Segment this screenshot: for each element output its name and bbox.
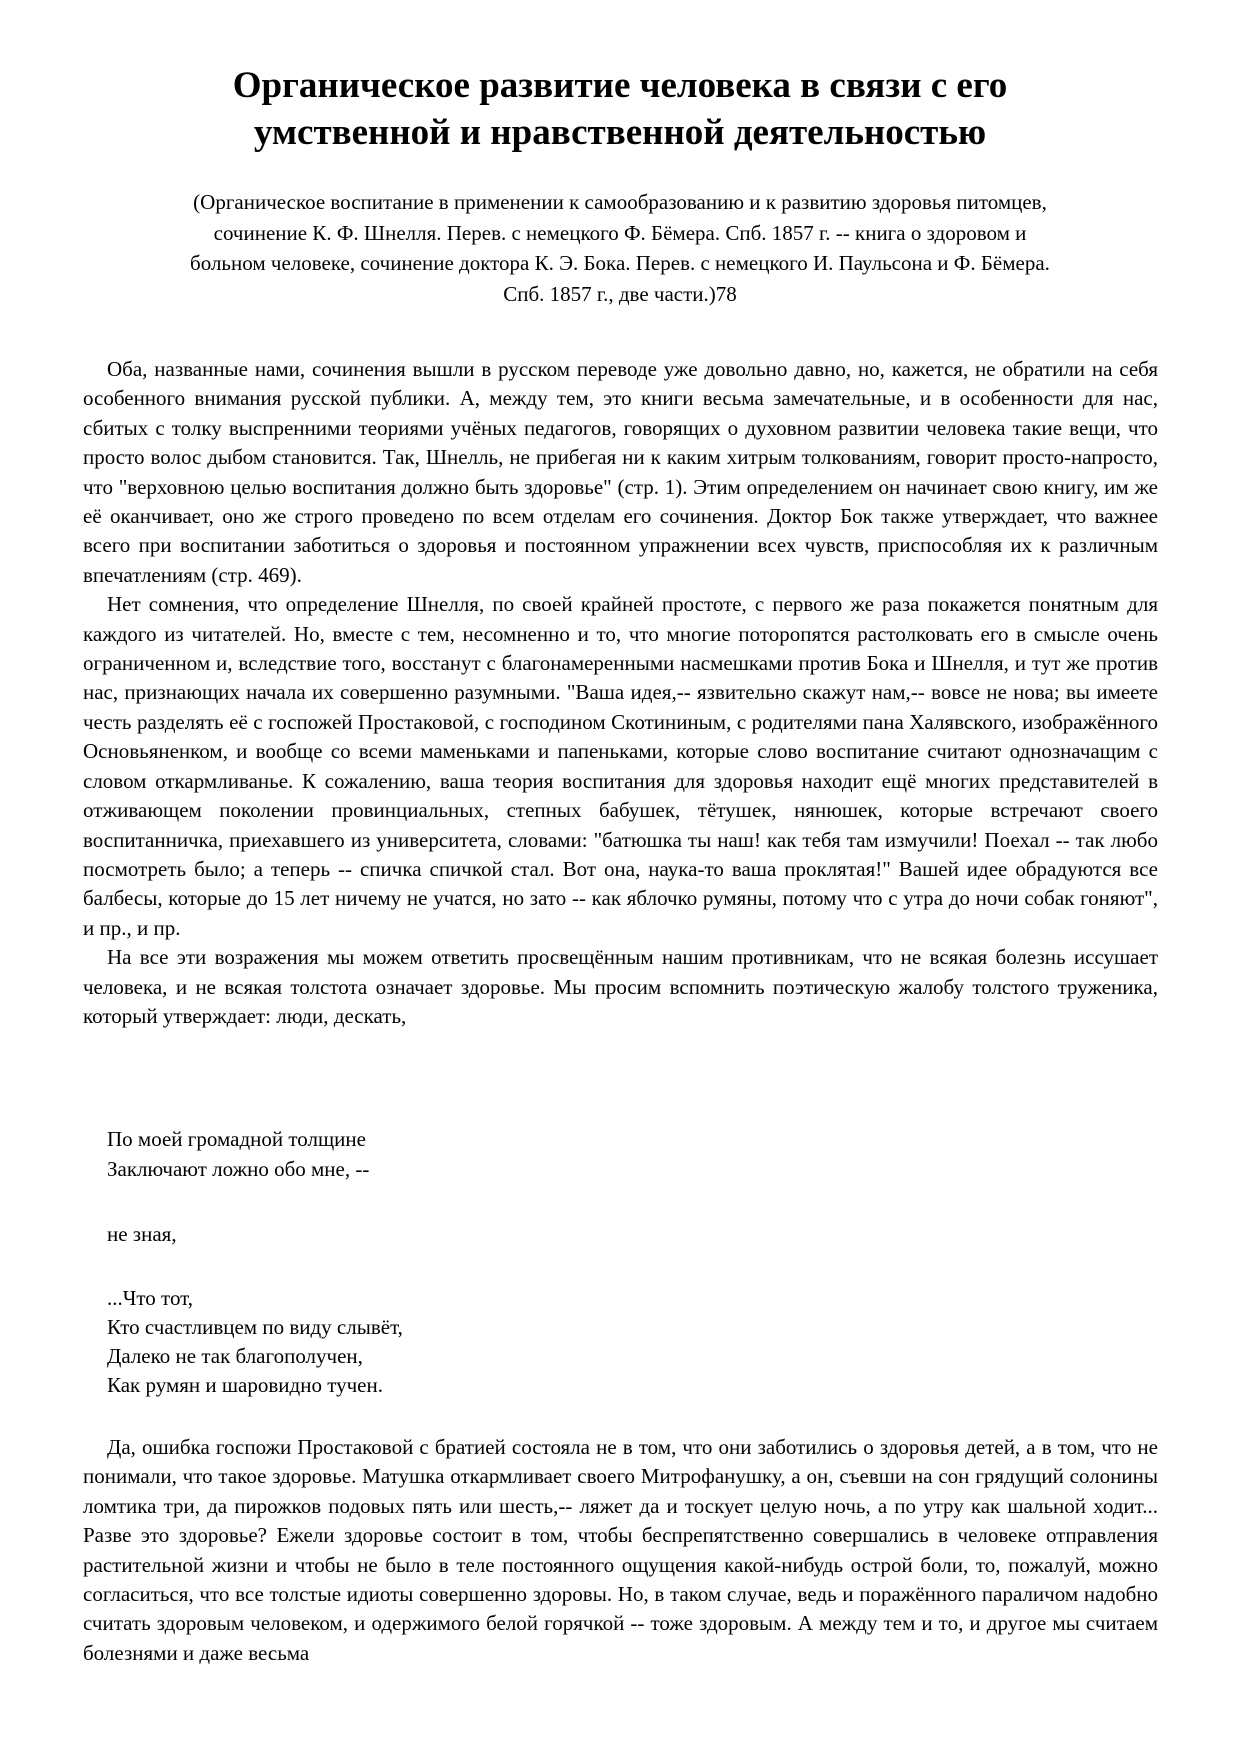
subtitle-line-2: сочинение К. Ф. Шнелля. Перев. с немецкого Ф. Бёмера. Спб. 1857 г. -- книга о здоровом и <box>213 220 1027 245</box>
subtitle-line-1: (Органическое воспитание в применении к самообразованию и к развитию здоровья питомцев, <box>193 190 1047 214</box>
body-section-1 <box>83 355 1158 1031</box>
paragraph-4: Да, ошибка госпожи Простаковой с братией состояла не в том, что они заботились о здоровья детей, а в том, что не понимали, что такое здоровье. Матушка откармливает своего Митрофанушку, а он, съевши на сон грядущий солонины ломтика три, да пирожков подовых пять или шесть,-- ляжет да и тоскует целую ночь, а по утру как шальной ходит... Разве это здоровье? Ежели здоровье состоит в том, чтобы беспрепятственно совершались в человеке отправления растительной жизни и чтобы не было в теле постоянного ощущения какой-нибудь острой боли, то, пожалуй, можно согласиться, что все толстые идиоты совершенно здоровы. Но, в таком случае, ведь и поражённого параличом надобно считать здоровым человеком, и одержимого белой горячкой -- тоже здоровым. А между тем и то, и другое мы считаем болезнями и даже весьма <box>83 1435 1158 1665</box>
body-section-2 <box>83 1433 1158 1668</box>
subtitle-line-4: Спб. 1857 г., две части.)78 <box>503 281 737 306</box>
verse-line-2: Заключают ложно обо мне, -- <box>107 1157 370 1181</box>
title-line-2: умственной и нравственной деятельностью <box>253 112 987 153</box>
title-line-1: Органическое развитие человека в связи с его <box>232 65 1008 106</box>
verse-line-7: Как румян и шаровидно тучен. <box>107 1373 383 1397</box>
paragraph-3: На все эти возражения мы можем ответить просвещённым нашим противникам, что не всякая болезнь иссушает человека, и не всякая толстота означает здоровье. Мы просим вспомнить поэтическую жалобу толстого труженика, который утверждает: люди, дескать, <box>83 945 1158 1028</box>
subtitle-line-3: больном человеке, сочинение доктора К. Э. Бока. Перев. с немецкого И. Паульсона и Ф. Бёмера. <box>190 251 1050 275</box>
verse-line-1: По моей громадной толщине <box>107 1127 366 1151</box>
verse-line-6: Далеко не так благополучен, <box>107 1344 363 1368</box>
verse-line-3: не зная, <box>107 1222 177 1246</box>
paragraph-2: Нет сомнения, что определение Шнелля, по своей крайней простоте, с первого же раза покажется понятным для каждого из читателей. Но, вместе с тем, несомненно и то, что многие поторопятся растолковать его в смысле очень ограниченном и, вследствие того, восстанут с благонамеренными насмешками против Бока и Шнелля, и тут же против нас, признающих начала их совершенно разумными. "Ваша идея,-- язвительно скажут нам,-- вовсе не нова; вы имеете честь разделять её с госпожей Простаковой, с господином Скотининым, с родителями пана Халявского, изображённого Основьяненком, и вообще со всеми маменьками и папеньками, которые слово воспитание считают однозначащим с словом откармливанье. К сожалению, ваша теория воспитания для здоровья находит ещё многих представителей в отживающем поколении провинциальных, степных бабушек, тётушек, нянюшек, которые встречают своего воспитанничка, приехавшего из университета, словами: "батюшка ты наш! как тебя там измучили! Поехал -- так любо посмотреть было; а теперь -- спичка спичкой стал. Вот она, наука-то ваша проклятая!" Вашей идее обрадуются все балбесы, которые до 15 лет ничему не учатся, но зато -- как яблочко румяны, потому что с утра до ночи собак гоняют", и пр., и пр. <box>83 592 1158 940</box>
verse-line-4: ...Что тот, <box>107 1286 194 1310</box>
paragraph-1: Оба, названные нами, сочинения вышли в русском переводе уже довольно давно, но, кажется, не обратили на себя особенного внимания русской публики. А, между тем, это книги весьма замечательные, и в особенности для нас, сбитых с толку выспренними теориями учёных педагогов, говорящих о духовном развитии человека такие вещи, что просто волос дыбом становится. Так, Шнелль, не прибегая ни к каким хитрым толкованиям, говорит просто-напросто, что "верховною целью воспитания должно быть здоровье" (стр. 1). Этим определением он начинает свою книгу, им же её оканчивает, оно же строго проведено по всем отделам его сочинения. Доктор Бок также утверждает, что важнее всего при воспитании заботиться о здоровья и постоянном упражнении всех чувств, приспособляя их к различным впечатлениям (стр. 469). <box>83 357 1158 587</box>
document-subtitle <box>100 187 1140 309</box>
verse-line-5: Кто счастливцем по виду слывёт, <box>107 1315 403 1339</box>
document-title <box>100 62 1140 156</box>
